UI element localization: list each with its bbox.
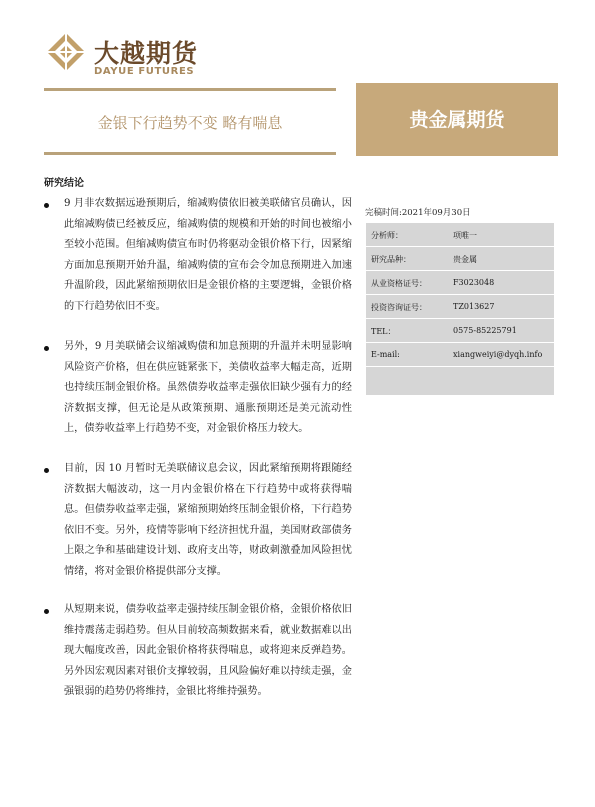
- info-value[interactable]: xiangweiyi@dyqh.info: [453, 350, 543, 359]
- paragraph-text: 另外，9 月美联储会议缩减购债和加息预期的升温并未明显影响风险资产价格，但在供应链紧张下，美债收益率大幅走高，近期也持续压制金银价格。虽然债券收益率走强依旧缺少强有力的经济数据支撑，但无论是从政策预期、通胀预期还是美元流动性上，债券收益率上行趋势不变，对金银价格压力较大。: [64, 341, 352, 434]
- bullet-icon: [44, 609, 49, 614]
- conclusion-paragraph-3: [44, 459, 352, 582]
- info-row-analyst: [366, 223, 554, 247]
- info-label: 投资咨询证号：: [371, 303, 427, 312]
- info-row-consulting-cert: [366, 295, 554, 319]
- paragraph-text: 9 月非农数据远逊预期后，缩减购债依旧被美联储官员确认，因此缩减购债已经被反应，缩减购债的规模和开始的时间也被缩小至较小范围。但缩减购债宣布时仍将驱动金银价格下行，因紧缩方面加息预期开始升温，缩减购债的宣布会令加息预期进入加速升温阶段，因此紧缩预期依旧是金银价格的主要逻辑，金银价格的下行趋势依旧不变。: [64, 198, 352, 312]
- conclusion-paragraph-4: [44, 600, 352, 703]
- conclusion-paragraph-1: [44, 194, 352, 317]
- paragraph-text: 目前，因 10 月暂时无美联储议息会议，因此紧缩预期将跟随经济数据大幅波动，这一月内金银价格在下行趋势中或将获得喘息。但债券收益率走强，紧缩预期始终压制金银价格，下行趋势依旧不变。另外，疫情等影响下经济担忧升温，美国财政部债务上限之争和基础建设计划、政府支出等，财政刺激叠加风险担忧情绪，将对金银价格提供部分支撑。: [64, 463, 352, 577]
- title-bottom-rule: [44, 152, 336, 155]
- category-banner: [356, 83, 558, 156]
- info-label: E-mail:: [371, 350, 400, 359]
- section-heading: 研究结论: [44, 178, 84, 189]
- info-label: 分析师：: [371, 231, 403, 240]
- info-row-email: [366, 343, 554, 367]
- logo-english-name: DAYUE FUTURES: [94, 66, 195, 77]
- bullet-icon: [44, 468, 49, 473]
- title-top-rule: [44, 88, 336, 91]
- info-label: 从业资格证号：: [371, 279, 427, 288]
- info-row-qualification: [366, 271, 554, 295]
- info-row-variety: [366, 247, 554, 271]
- paragraph-text: 从短期来说，债券收益率走强持续压制金银价格，金银价格依旧维持震荡走弱趋势。但从目前较高频数据来看，就业数据难以出现大幅度改善，因此金银价格将获得喘息，或将迎来反弹趋势。另外因宏观因素对银价支撑较弱，且风险偏好难以持续走强，金强银弱的趋势仍将维持，金银比将维持强势。: [64, 604, 352, 697]
- conclusion-paragraph-2: [44, 337, 352, 440]
- company-logo: [46, 30, 206, 80]
- bullet-icon: [44, 203, 49, 208]
- info-value: 0575-85225791: [453, 326, 517, 335]
- info-value: 项唯一: [453, 231, 477, 240]
- diamond-logo-icon: [46, 32, 86, 72]
- bullet-icon: [44, 346, 49, 351]
- completion-date: 完稿时间:2021年09月30日: [365, 208, 471, 218]
- analyst-info-panel: [366, 223, 554, 395]
- info-label: 研究品种：: [371, 255, 411, 264]
- info-value: F3023048: [453, 278, 495, 287]
- info-value: 贵金属: [453, 255, 477, 264]
- document-title: 金银下行趋势不变 略有喘息: [97, 114, 283, 132]
- info-label: TEL：: [371, 327, 396, 336]
- logo-chinese-name: 大越期货: [94, 39, 199, 68]
- info-value: TZ013627: [453, 302, 495, 311]
- category-label: 贵金属期货: [409, 109, 505, 131]
- info-row-tel: [366, 319, 554, 343]
